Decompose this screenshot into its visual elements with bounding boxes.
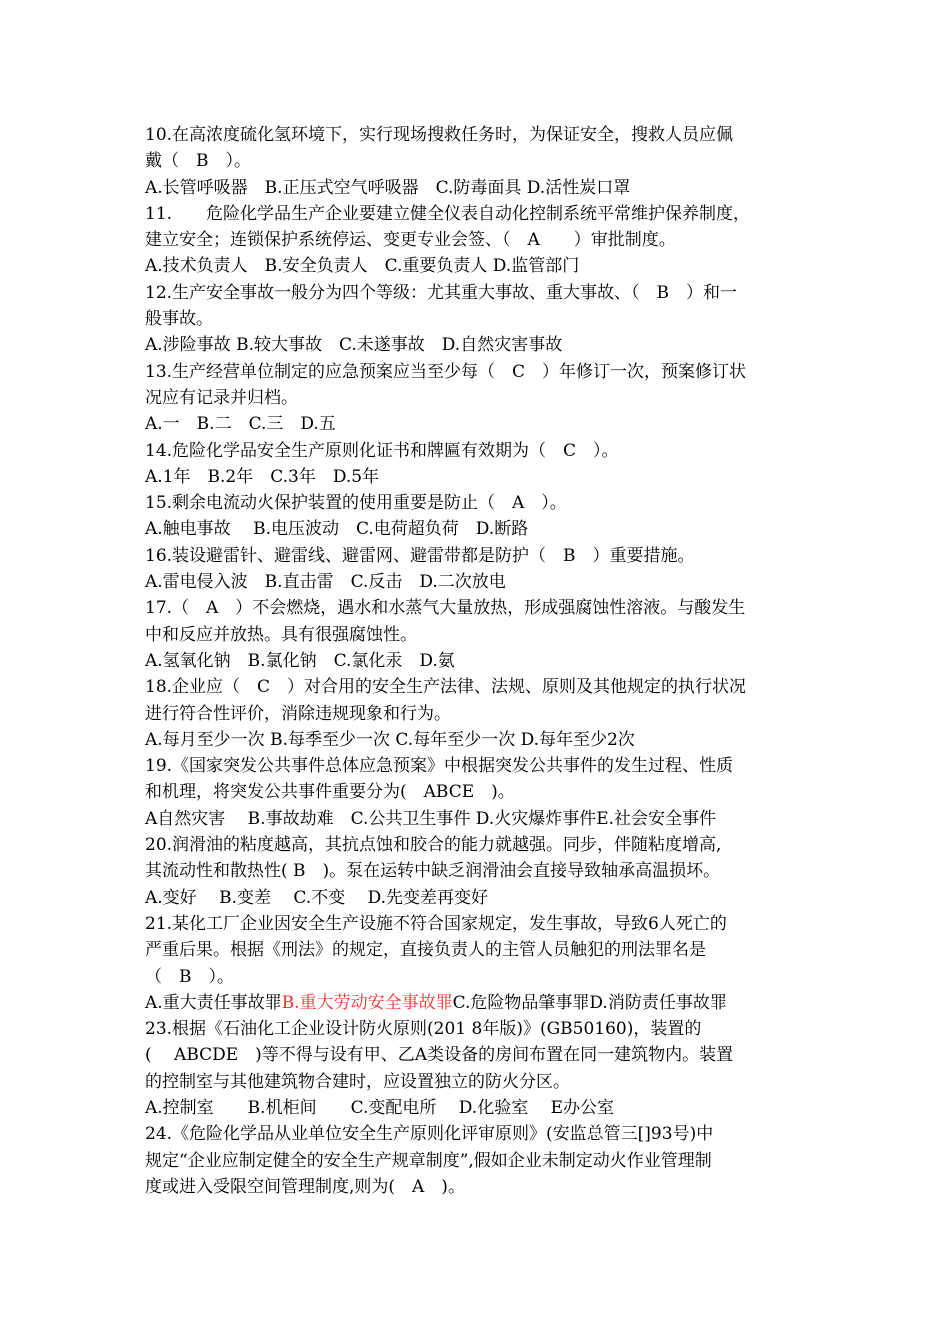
q16-options: A.雷电侵入波 B.直击雷 C.反击 D.二次放电 (145, 572, 506, 593)
q14-options: A.1年 B.2年 C.3年 D.5年 (145, 466, 380, 487)
q19-stem-line-2: 和机理，将突发公共事件重要分为( ABCE )。 (145, 782, 515, 803)
q23-stem-line-3: 的控制室与其他建筑物合建时，应设置独立的防火分区。 (145, 1071, 570, 1092)
q17-stem-line-2: 中和反应并放热。具有很强腐蚀性。 (145, 624, 417, 645)
q10-stem-line-1: 10.在高浓度硫化氢环境下，实行现场搜救任务时，为保证安全，搜救人员应佩 (145, 125, 734, 145)
q13-stem-line-1: 13.生产经营单位制定的应急预案应当至少每（ C ）年修订一次，预案修订状 (145, 361, 747, 382)
q13-stem-line-2: 况应有记录并归档。 (145, 387, 298, 408)
q23-stem-line-1: 23.根据《石油化工企业设计防火原则(201 8年版)》(GB50160)，装置的 (145, 1019, 702, 1040)
q24-stem-line-3: 度或进入受限空间管理制度,则为( A )。 (145, 1176, 465, 1197)
q19-options: A自然灾害 B.事故劫难 C.公共卫生事件 D.火灾爆炸事件E.社会安全事件 (145, 808, 717, 829)
q23-stem-line-2: ( ABCDE )等不得与设有甲、乙A类设备的房间布置在同一建筑物内。装置 (145, 1045, 734, 1066)
q11-stem-line-1: 11. 危险化学品生产企业要建立健全仪表自动化控制系统平常维护保养制度， (145, 203, 751, 224)
q21-option-a: A.重大责任事故罪 (145, 992, 282, 1013)
q21-option-b-highlighted: B.重大劳动安全事故罪 (281, 992, 453, 1013)
q19-stem-line-1: 19.《国家突发公共事件总体应急预案》中根据突发公共事件的发生过程、性质 (145, 756, 734, 777)
q14-stem: 14.危险化学品安全生产原则化证书和牌匾有效期为（ C ）。 (145, 440, 619, 461)
q20-options: A.变好 B.变差 C.不变 D.先变差再变好 (145, 887, 489, 908)
q16-stem: 16.装设避雷针、避雷线、避雷网、避雷带都是防护（ B ）重要措施。 (145, 545, 695, 566)
q20-stem-line-2: 其流动性和散热性( B )。泵在运转中缺乏润滑油会直接导致轴承高温损坏。 (145, 861, 721, 882)
q21-stem-line-1: 21.某化工厂企业因安全生产设施不符合国家规定，发生事故，导致6人死亡的 (145, 913, 727, 934)
q18-stem-line-2: 进行符合性评价，消除违规现象和行为。 (145, 703, 451, 724)
q11-options: A.技术负责人 B.安全负责人 C.重要负责人 D.监管部门 (145, 256, 580, 277)
q17-options: A.氢氧化钠 B.氯化钠 C.氯化汞 D.氨 (145, 650, 455, 671)
q12-stem-line-1: 12.生产安全事故一般分为四个等级：尤其重大事故、重大事故、（ B ）和一 (145, 282, 738, 303)
q18-stem-line-1: 18.企业应（ C ）对合用的安全生产法律、法规、原则及其他规定的执行状况 (145, 677, 747, 698)
q20-stem-line-1: 20.润滑油的粘度越高，其抗点蚀和胶合的能力就越强。同步，伴随粘度增高, (145, 835, 722, 856)
q24-stem-line-1: 24.《危险化学品从业单位安全生产原则化评审原则》(安监总管三[]93号)中 (145, 1124, 714, 1145)
question-list (145, 122, 810, 1200)
q15-options: A.触电事故 B.电压波动 C.电荷超负荷 D.断路 (145, 519, 529, 540)
q13-options: A.一 B.二 C.三 D.五 (145, 414, 336, 435)
q11-stem-line-2: 建立安全；连锁保护系统停运、变更专业会签、（ A ）审批制度。 (145, 230, 676, 251)
q10-options: A.长管呼吸器 B.正压式空气呼吸器 C.防毒面具 D.活性炭口罩 (145, 177, 631, 198)
q12-stem-line-2: 般事故。 (145, 309, 213, 330)
q18-options: A.每月至少一次 B.每季至少一次 C.每年至少一次 D.每年至少2次 (145, 729, 635, 750)
q21-stem-line-3: （ B ）。 (145, 966, 234, 987)
q21-options (145, 990, 810, 1016)
q23-options: A.控制室 B.机柜间 C.变配电所 D.化验室 E办公室 (145, 1097, 615, 1118)
q21-option-cd: C.危险物品肇事罪D.消防责任事故罪 (452, 992, 727, 1013)
q21-stem-line-2: 严重后果。根据《刑法》的规定，直接负责人的主管人员触犯的刑法罪名是 (145, 940, 706, 961)
q12-options: A.涉险事故 B.较大事故 C.未遂事故 D.自然灾害事故 (145, 335, 563, 356)
q15-stem: 15.剩余电流动火保护装置的使用重要是防止（ A ）。 (145, 493, 567, 514)
q10-stem-line-2: 戴（ B ）。 (145, 151, 251, 172)
q24-stem-line-2: 规定“企业应制定健全的安全生产规章制度”,假如企业未制定动火作业管理制 (145, 1150, 712, 1171)
q17-stem-line-1: 17.（ A ）不会燃烧，遇水和水蒸气大量放热，形成强腐蚀性溶液。与酸发生 (145, 598, 746, 619)
